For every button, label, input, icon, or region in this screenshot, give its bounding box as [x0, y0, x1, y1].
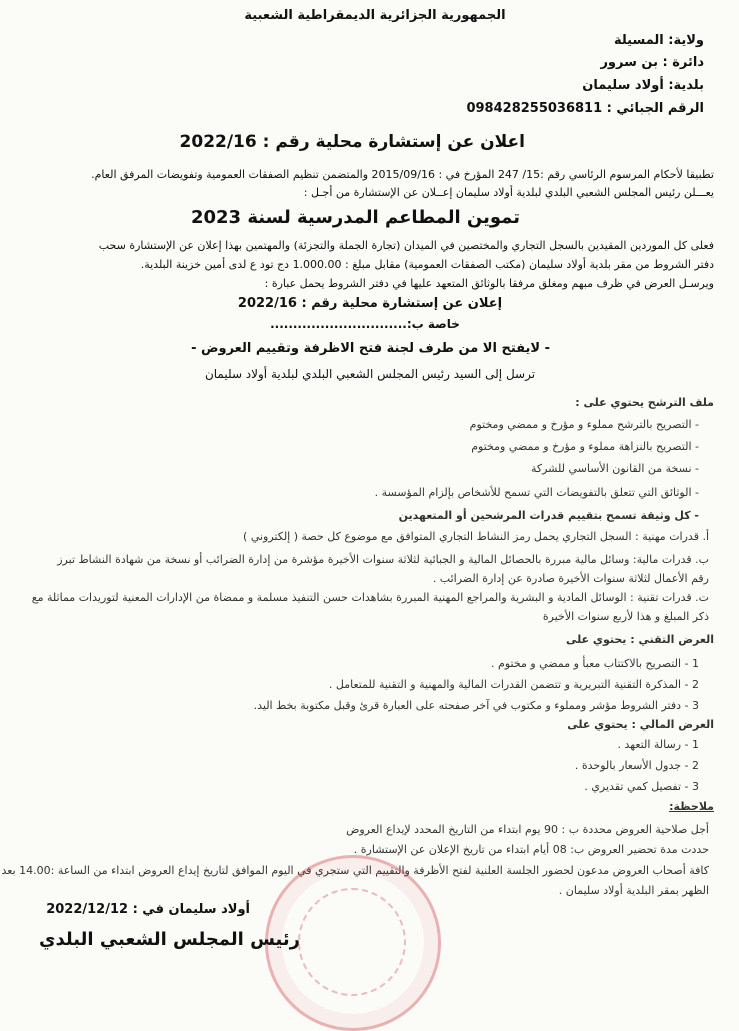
financial-offer-heading: العرض المالي : يحتوي على: [567, 718, 714, 731]
notes-line: أجل صلاحية العروض محددة ب : 90 يوم ابتداء من التاريخ المحدد لإيداع العروض: [346, 823, 709, 836]
announcement-title: اعلان عن إستشارة محلية رقم : 2022/16: [179, 132, 525, 152]
notes-line: الظهر بمقر البلدية أولاد سليمان .: [558, 884, 709, 897]
candidacy-item: - كل وثيقة تسمح بتقييم قدرات المرشحين أو المتعهدين: [398, 509, 699, 522]
body-line-3: ويرسـل العرض في ظرف مبهم ومغلق مرفقا بالوثائق المتعهد عليها في دفتر الشروط يحمل عبارة :: [264, 277, 714, 290]
envelope-line-2: خاصة ب:..............................: [270, 317, 460, 331]
daira-line: دائرة : بن سرور: [600, 55, 704, 70]
candidacy-item: - نسخة من القانون الأساسي للشركة: [530, 462, 699, 475]
envelope-line-1: إعلان عن إستشارة محلية رقم : 2022/16: [237, 296, 503, 311]
candidacy-item: - التصريح بالنزاهة مملوء و مؤرخ و ممضي ومختوم: [471, 440, 699, 453]
capacity-line: أ. قدرات مهنية : السجل التجاري يحمل رمز النشاط التجاري المتوافق مع موضوع كل حصة ( إلكتروني ): [243, 530, 709, 543]
capacity-line: ت. قدرات تقنية : الوسائل المادية و البشرية والمراجع المهنية المبررة بشاهدات حسن التنفيذ مسلمة و ممضاة من الإدارات المعنية لتوريدات مماثلة مع: [31, 591, 709, 604]
envelope-line-3: - لايفتح الا من طرف لجنة فتح الاظرفة وتقييم العروض -: [191, 341, 550, 356]
technical-offer-heading: العرض التقني : يحتوي على: [565, 633, 714, 646]
candidacy-heading: ملف الترشح يحتوي على :: [575, 396, 714, 409]
capacity-line: ب. قدرات مالية: وسائل مالية مبررة بالحصائل المالية و الجبائية لثلاثة سنوات الأخيرة مؤشرة من إدارة الضرائب أو نسخة من شهادة النشاط تبرز: [57, 553, 709, 566]
candidacy-item: - التصريح بالترشح مملوء و مؤرخ و ممضي ومختوم: [469, 418, 699, 431]
technical-offer-item: 3 - دفتر الشروط مؤشر ومملوء و مكتوب في آخر صفحته على العبارة قرئ وقبل مكتوبة بخط اليد.: [253, 699, 699, 712]
financial-offer-item: 2 - جدول الأسعار بالوحدة .: [574, 759, 699, 772]
candidacy-item: - الوثائق التي تتعلق بالتفويضات التي تسمح للأشخاص بإلزام المؤسسة .: [374, 486, 699, 499]
signature-title: رئيس المجلس الشعبي البلدي: [39, 929, 300, 950]
notes-line: حددت مدة تحضير العروض ب: 08 أيام ابتداء من تاريخ الإعلان عن الإستشارة .: [353, 843, 709, 856]
subject-heading: تموين المطاعم المدرسية لسنة 2023: [190, 207, 520, 228]
intro-line-1: تطبيقا لأحكام المرسوم الرئاسي رقم :15/ 247 المؤرخ في : 2015/09/16 والمتضمن تنظيم الصفقات العمومية وتفويضات المرفق العام.: [91, 168, 714, 181]
baladiya-line: بلدية: أولاد سليمان: [582, 78, 704, 93]
financial-offer-item: 3 - تفصيل كمي تقديري .: [584, 780, 699, 793]
capacity-line: رقم الأعمال لثلاثة سنوات الأخيرة صادرة عن إدارة الضرائب .: [432, 572, 709, 585]
body-line-1: فعلى كل الموردين المقيدين بالسجل التجاري والمختصين في الميدان (تجارة الجملة والتجزئة) والمهتمين بهذا إعلان عن الإستشارة سحب: [98, 239, 714, 252]
capacity-line: ذكر المبلغ و هذا لأربع سنوات الأخيرة: [542, 610, 709, 623]
financial-offer-item: 1 - رسالة التعهد .: [617, 738, 699, 751]
signature-place-date: أولاد سليمان في : 2022/12/12: [46, 902, 250, 917]
body-line-2: دفتر الشروط من مقر بلدية أولاد سليمان (مكتب الصفقات العمومية) مقابل مبلغ : 1.000.00 دج تود ع لدى أمين خزينة البلدية.: [140, 258, 714, 271]
republic-header: الجمهورية الجزائرية الديمقراطية الشعبية: [244, 8, 506, 23]
intro-line-2: يعـــلن رئيس المجلس الشعبي البلدي لبلدية أولاد سليمان إعــلان عن الإستشارة من أجـل :: [303, 186, 714, 199]
notes-heading: ملاحظة:: [669, 800, 714, 813]
technical-offer-item: 1 - التصريح بالاكتتاب معبأ و ممضي و مختوم .: [491, 657, 699, 670]
envelope-line-4: ترسل إلى السيد رئيس المجلس الشعبي البلدي لبلدية أولاد سليمان: [204, 367, 536, 381]
tax-id-line: الرقم الجبائي : 098428255036811: [466, 101, 704, 116]
technical-offer-item: 2 - المذكرة التقنية التبريرية و تتضمن القدرات المالية والمهنية و التقنية للمتعامل .: [328, 678, 699, 691]
wilaya-line: ولاية: المسيلة: [613, 33, 704, 48]
notes-line: كافة أصحاب العروض مدعون لحضور الجلسة العلنية لفتح الأظرفة والتقييم التي ستجري في اليوم الموافق لتاريخ إيداع العروض ابتداء من الساعة :14.00 بعد: [1, 864, 709, 877]
